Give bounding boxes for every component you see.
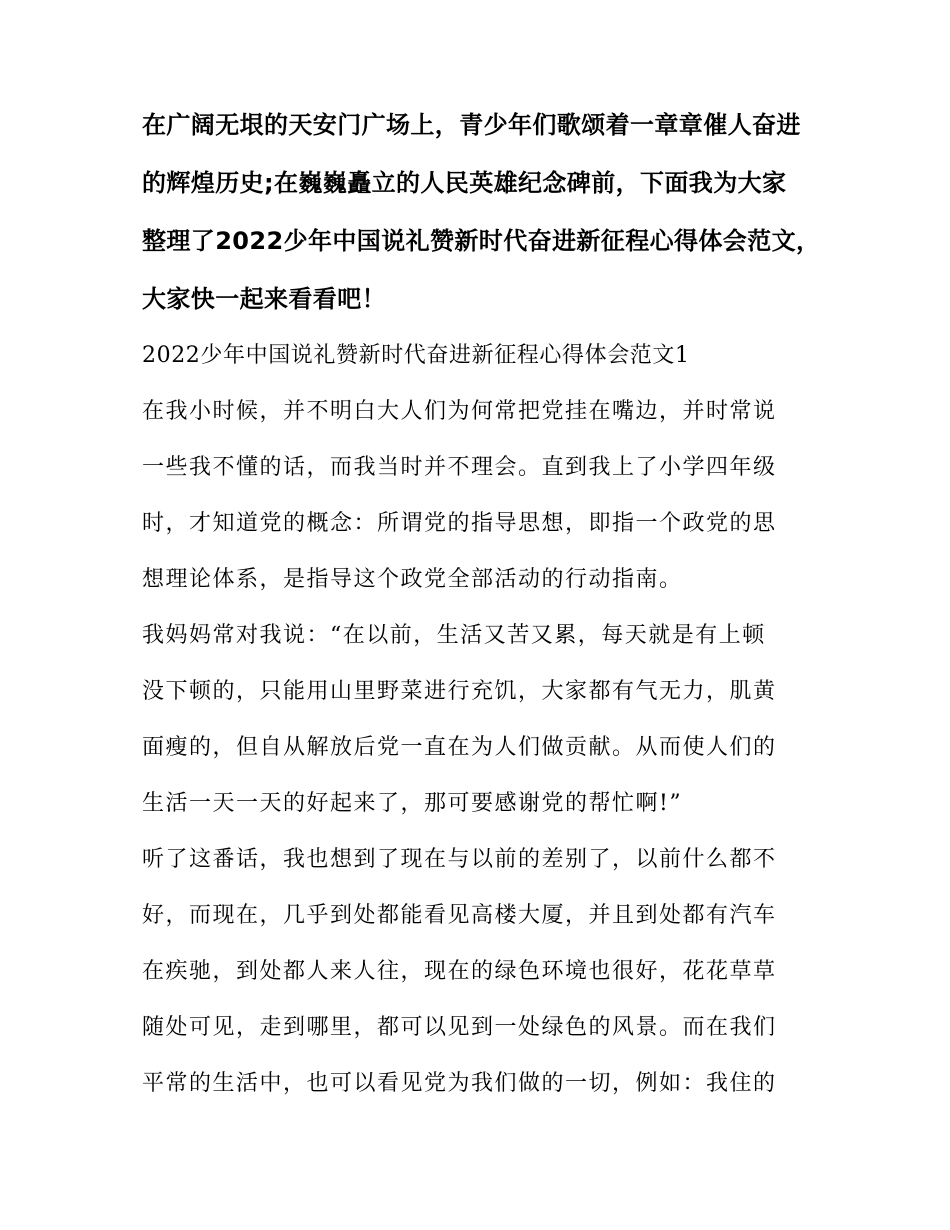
paragraph-line: 没下顿的，只能用山里野菜进行充饥，大家都有气无力，肌黄 bbox=[142, 679, 777, 704]
paragraph-line: 时，才知道党的概念：所谓党的指导思想，即指一个政党的思 bbox=[142, 511, 777, 536]
intro-line: 在广阔无垠的天安门广场上，青少年们歌颂着一章章催人奋进 bbox=[142, 111, 801, 139]
body-paragraph bbox=[142, 608, 812, 832]
section-title: 2022少年中国说礼赞新时代奋进新征程心得体会范文1 bbox=[142, 343, 690, 368]
intro-line: 整理了2022少年中国说礼赞新时代奋进新征程心得体会范文， bbox=[142, 227, 821, 255]
paragraph-line: 好，而现在，几乎到处都能看见高楼大厦，并且到处都有汽车 bbox=[142, 903, 777, 928]
paragraph-line: 一些我不懂的话，而我当时并不理会。直到我上了小学四年级 bbox=[142, 455, 777, 480]
paragraph-line: 平常的生活中，也可以看见党为我们做的一切，例如：我住的 bbox=[142, 1071, 777, 1096]
intro-paragraph bbox=[142, 96, 821, 328]
paragraph-line: 我妈妈常对我说：“在以前，生活又苦又累，每天就是有上顿 bbox=[142, 623, 766, 648]
intro-line: 大家快一起来看看吧！ bbox=[142, 285, 386, 313]
paragraph-line: 面瘦的，但自从解放后党一直在为人们做贡献。从而使人们的 bbox=[142, 735, 777, 760]
intro-line: 的辉煌历史;在巍巍矗立的人民英雄纪念碑前，下面我为大家 bbox=[142, 169, 787, 197]
paragraph-line: 生活一天一天的好起来了，那可要感谢党的帮忙啊!” bbox=[142, 791, 683, 816]
paragraph-line: 在疾驰，到处都人来人往，现在的绿色环境也很好，花花草草 bbox=[142, 959, 777, 984]
paragraph-line: 在我小时候，并不明白大人们为何常把党挂在嘴边，并时常说 bbox=[142, 399, 777, 424]
paragraph-line: 想理论体系，是指导这个政党全部活动的行动指南。 bbox=[142, 567, 683, 592]
body-paragraph bbox=[142, 832, 812, 1112]
paragraph-line: 随处可见，走到哪里，都可以见到一处绿色的风景。而在我们 bbox=[142, 1015, 777, 1040]
paragraph-line: 听了这番话，我也想到了现在与以前的差别了，以前什么都不 bbox=[142, 847, 777, 872]
document-body bbox=[142, 96, 821, 1112]
body-paragraph bbox=[142, 384, 812, 608]
